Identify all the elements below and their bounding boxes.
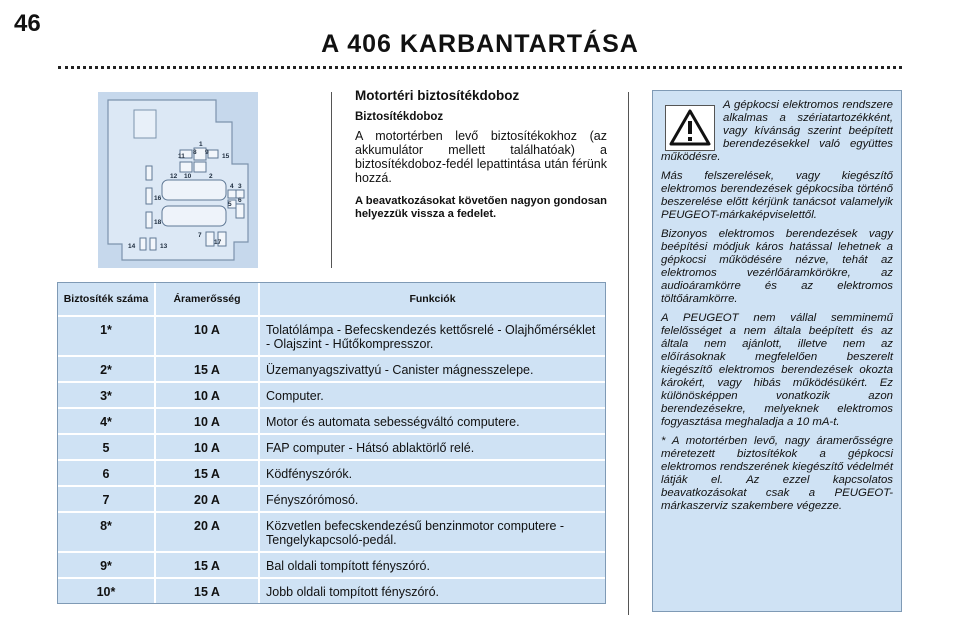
fuse-label-14: 14 [128,243,136,250]
table-row [58,317,605,357]
fuse-function: Jobb oldali tompított fényszóró. [266,585,440,599]
fuse-slot [150,238,156,250]
table-row [58,579,605,603]
fuse-label-15: 15 [222,153,230,160]
section-heading: Motortéri biztosítékdoboz [355,88,520,103]
fuse-number: 4* [58,409,156,435]
fuse-number: 10* [58,579,156,603]
relay-block [162,180,226,200]
warning-triangle-icon [665,105,715,151]
fuse-amperage: 10 A [156,435,260,461]
fuse-number: 3* [58,383,156,409]
fuse-slot [146,212,152,228]
warning-paragraph: A PEUGEOT nem vállal semminemű felelősséget a nem általa beépített és az általa nem ajánlott, illetve nem az előírásoknak megfelelően beszerelt kiegészítő elektromos berendezések okozta károkért, vagy hibás működésükért. Ez különösképpen vonatkozik azon berendezésekre, melyeknek elektromos fogyasztása meghaladja a 10 mA-t. [661,312,893,428]
table-row [58,357,605,383]
fuse-slot [208,150,218,158]
fuse-function: Tolatólámpa - Befecskendezés kettősrelé - Olajhőmérséklet - Olajszint - Hűtőkompresszor. [260,317,605,357]
fuse-slot [206,232,214,246]
fuse-function: Fényszórómosó. [260,487,605,513]
fuse-amperage: 20 A [156,487,260,513]
table-row [58,513,605,553]
page-title: A 406 KARBANTARTÁSA [321,30,639,58]
fuse-label-18: 18 [154,219,162,226]
top-block [134,110,156,138]
table-row [58,383,605,409]
warning-paragraph: Bizonyos elektromos berendezések vagy beépítési módjuk káros hatással lehetnek a gépkocsi működésére nézve, tehát az elektromos vezérlőáramkörökre, az audioáramkörre és az elektromos töltőáramkörre. [661,228,893,305]
fuse-label-4: 4 [230,183,234,190]
fuse-number: 5 [58,435,156,461]
table-header-row [58,283,605,317]
fuse-amperage: 10 A [156,409,260,435]
fuse-amperage: 10 A [156,383,260,409]
header-fuse-number: Biztosíték száma [58,283,156,317]
column-divider-right [628,92,629,615]
fuse-box-diagram-drawing [98,92,258,268]
column-divider-upper [331,92,332,268]
header-functions: Funkciók [260,283,605,317]
fuse-label-7: 7 [198,232,202,239]
title-dotted-rule [58,66,902,69]
fuse-label-16: 16 [154,195,162,202]
table-row [58,487,605,513]
fuse-function: FAP computer - Hátsó ablaktörlő relé. [260,435,605,461]
fuse-number: 8* [58,513,156,553]
fuse-label-5: 5 [228,201,232,208]
fuse-function: Ködfényszórók. [260,461,605,487]
fuse-label-8: 8 [193,149,197,156]
fuse-label-3: 3 [238,183,242,190]
section-note: A beavatkozásokat követően nagyon gondosan helyezzük vissza a fedelet. [355,195,607,220]
fuse-number: 7 [58,487,156,513]
warning-paragraph: Más felszerelések, vagy kiegészítő elektromos berendezések gépkocsiba történő beszerelése előtt kérjünk tanácsot valamelyik PEUGEOT-márkaképviselettől. [661,170,893,221]
fuse-number: 6 [58,461,156,487]
fuse-number: 1* [58,317,156,357]
fuse-label-17: 17 [214,239,222,246]
fuse-slot [146,188,152,204]
fuse-amperage: 15 A [156,579,260,603]
fuse-amperage: 15 A [156,461,260,487]
fuse-function: Computer. [260,383,605,409]
fuse-label-10: 10 [184,173,192,180]
fuse-number: 9* [58,553,156,579]
relay-block [162,206,226,226]
warning-paragraph: * A motortérben levő, nagy áramerősségre méretezett biztosítékok a gépkocsi elektromos rendszerének kiegészítő védelmét látják el. Az ezzel kapcsolatos beavatkozásokat csak a PEUGEOT-márkaszerviz szakembere végezze. [661,435,893,512]
fuse-function: Motor és automata sebességváltó computere. [260,409,605,435]
fuse-amperage: 20 A [156,513,260,553]
fuse-label-13: 13 [160,243,168,250]
fuse-label-1: 1 [199,141,203,148]
fuse-label-12: 12 [170,173,178,180]
table-row [58,409,605,435]
fuse-slot [146,166,152,180]
table-row [58,435,605,461]
header-amperage: Áramerősség [156,283,260,317]
fuse-label-2: 2 [209,173,213,180]
fuse-amperage: 10 A [156,317,260,357]
fuse-amperage: 15 A [156,357,260,383]
fuse-function: Közvetlen befecskendezésű benzinmotor computere - Tengelykapcsoló-pedál. [260,513,605,553]
fuse-table [57,282,606,604]
fuse-label-6: 6 [238,197,242,204]
fuse-slot [228,190,236,198]
warning-intro-text: A gépkocsi elektromos rendszere alkalmas a szériatartozékként, vagy kívánság szerint beépített berendezésekkel való együttes működésre. [661,99,893,163]
fuse-slot [140,238,146,250]
page-number: 46 [14,10,41,37]
warning-box [652,90,902,612]
fuse-amperage: 15 A [156,553,260,579]
fuse-box-diagram [98,92,258,268]
section-paragraph: A motortérben levő biztosítékokhoz (az akkumulátor mellett találhatóak) a biztosítékdoboz-fedél lepattintása után férünk hozzá. [355,129,607,185]
section-subheading: Biztosítékdoboz [355,111,444,123]
table-row [58,553,605,579]
fuse-box-section [355,88,607,221]
fuse-number: 2* [58,357,156,383]
fuse-slot [236,204,244,218]
fuse-function: Üzemanyagszivattyú - Canister mágnesszelepe. [260,357,605,383]
fuse-label-9: 9 [205,149,209,156]
table-row [58,461,605,487]
fuse-slot [180,162,192,172]
fuse-function: Bal oldali tompított fényszóró. [260,553,605,579]
fuse-slot [194,162,206,172]
fuse-label-11: 11 [178,153,185,160]
warning-intro [661,99,893,170]
